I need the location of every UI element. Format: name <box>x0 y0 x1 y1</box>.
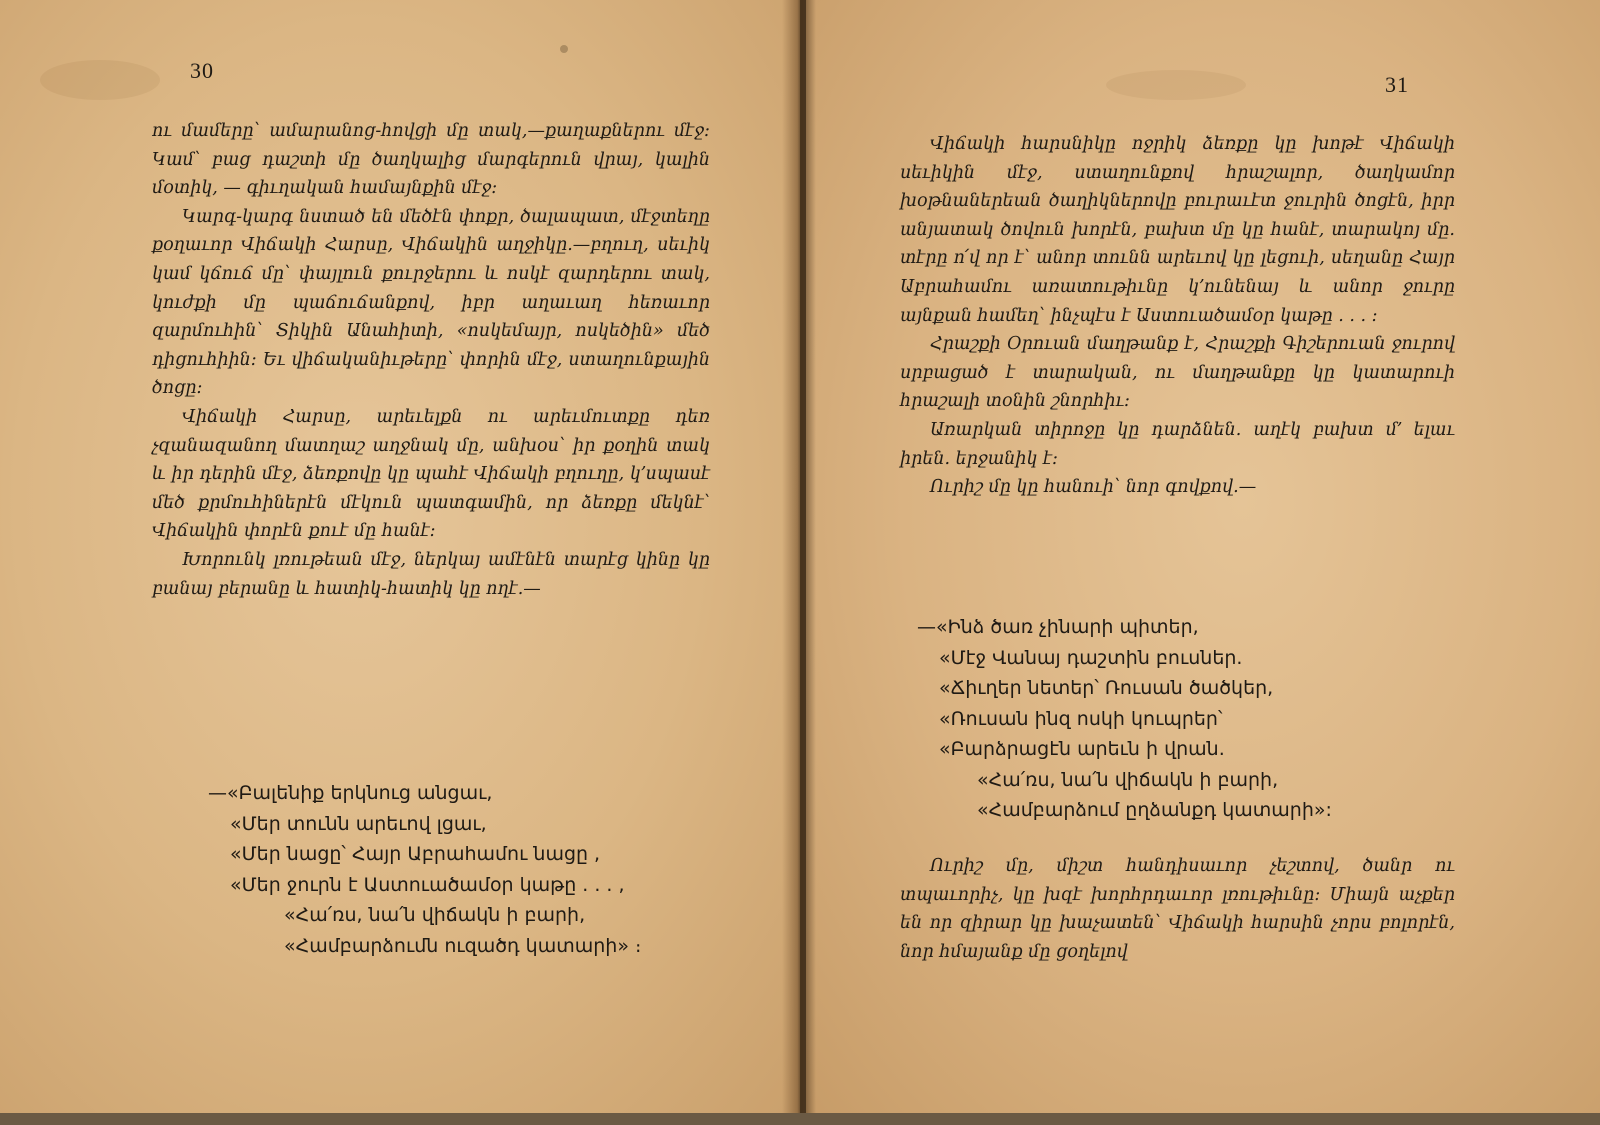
verse-line: «Ճիւղեր նետեր՝ Ռուսան ծածկեր, <box>939 677 1274 699</box>
page-number: 30 <box>190 58 214 83</box>
verse-line: «Հա՛ռս, նա՛ն վիճակն ի բարի, <box>284 904 586 926</box>
verse-line: «Մեր նացը՝ Հայր Աբրահամու նացը , <box>230 843 601 865</box>
paper-stain <box>560 45 568 53</box>
verse-line: «Մեր ջուրն է Աստուածամօր կաթը . . . , <box>230 873 625 896</box>
verse-line: «Համբարձում ըղձանքդ կատարի»: <box>977 799 1332 821</box>
left-page <box>0 0 800 1113</box>
paper-stain <box>40 60 160 100</box>
verse-line: «Մէջ Վանայ դաշտին բուսներ. <box>939 646 1243 669</box>
paragraph: Վիճակի Հարսը, արեւելքն ու արեւմուտքը դեռ չզանազանող մատղաշ աղջնակ մը, անխօս՝ իր քօղին տակ և իր դերին մէջ, ձեռքովը կը պահէ Վիճակի բղուղը, կ՚սպասէ մեծ քրմուհիներէն մէկուն պատգամին, որ ձեռքը մեկնէ՝ Վիճակին փորէն քուէ մը հանէ։ <box>152 406 710 542</box>
paragraph: Ուրիշ մը կը հանուի՝ նոր գովքով.— <box>930 477 1257 498</box>
verse-line: «Հա՛ռս, նա՛ն վիճակն ի բարի, <box>977 768 1279 791</box>
paragraph: Խորունկ լռութեան մէջ, ներկայ ամէնէն տարէց կինը կը բանայ բերանը և հատիկ-հատիկ կը ողէ.— <box>152 549 710 599</box>
verse-line: «Բարձրացէն արեւն ի վրան. <box>939 738 1225 760</box>
verse-block <box>917 612 1332 826</box>
paragraph: Կարգ-կարգ նստած են մեծէն փոքր, ծալապատ, մէջտեղը քօղաւոր Վիճակի Հարսը, Վիճակին աղջիկը.—բղուղ, սեւիկ կամ կճուճ մը՝ փայլուն քուրջերու և ոսկէ զարդերու տակ, կուժքի մը պաճուճանքով, իբր աղաւաղ հեռաւոր զարմուհին՝ Տիկին Անահիտի, «ոսկեմայր, ոսկեծին» մեծ դիցուհիին։ Եւ վիճականիւթերը՝ փորին մէջ, ստաղունքային ծոցը։ <box>152 206 710 399</box>
verse-line: «Մեր տունն արեւով լցաւ, <box>230 812 487 835</box>
paragraph: Առարկան տիրոջը կը դարձնեն. աղէկ բախտ մ՚ ելաւ իրեն. երջանիկ է։ <box>900 419 1455 469</box>
verse-line: «Ռուսան ինզ ոսկի կուպրեր՝ <box>939 707 1223 730</box>
verse-block <box>208 778 641 961</box>
scan-edge <box>0 1113 1600 1125</box>
body-text <box>152 117 710 603</box>
verse-line: «Համբարձումն ուզածդ կատարի» ։ <box>284 934 642 957</box>
paragraph: Հրաշքի Օրուան մաղթանք է, Հրաշքի Գիշերուան ջուրով սրբացած է տարական, ու մաղթանքը կը կատարուի հրաշալի տօնին շնորհիւ։ <box>900 334 1455 412</box>
paper-stain <box>1106 70 1246 100</box>
verse-line: —«Բալենիք երկնուց անցաւ, <box>208 782 493 804</box>
page-number: 31 <box>1385 72 1409 97</box>
right-page <box>806 0 1600 1113</box>
body-text <box>900 130 1455 502</box>
verse-line: —«Ինձ ծառ չինարի պիտեր, <box>917 616 1199 638</box>
body-text <box>900 852 1455 966</box>
paragraph: Ուրիշ մը, միշտ հանդիսաւոր չեշտով, ծանր ու տպաւորիչ, կը խզէ խորհրդաւոր լռութիւնը։ Միայն աչքեր են որ զիրար կը խաչատեն՝ Վիճակի հարսին չորս բոլորէն, նոր հմայանք մը ցօղելով <box>900 856 1455 962</box>
paragraph: Վիճակի հարսնիկը ոջրիկ ձեռքը կը խոթէ Վիճակի սեւիկին մէջ, ստաղունքով հրաշալոր, ծաղկամոր խօթնաներեան ծաղիկներովը բուրաւէտ ջուրին ծոցէն, իրր անյատակ ծովուն խորէն, բախտ մը կը հանէ, տարակոյ մը. տէրը ո՛վ որ է՝ անոր տունն արեւով կը լեցուի, սեղանը Հայր Աբրահամու առատութիւնը կ՚ունենայ և անոր ջուրը այնքան համեղ՝ ինչպէս է Աստուածամօր կաթը . . . ։ <box>900 134 1455 326</box>
paragraph: ու մամերը՝ ամարանոց-հովցի մը տակ,—քաղաքներու մէջ։ Կամ՝ բաց դաշտի մը ծաղկալից մարգերուն վրայ, կալին մօտիկ, — գիւղական համայնքին մէջ։ <box>152 121 710 199</box>
